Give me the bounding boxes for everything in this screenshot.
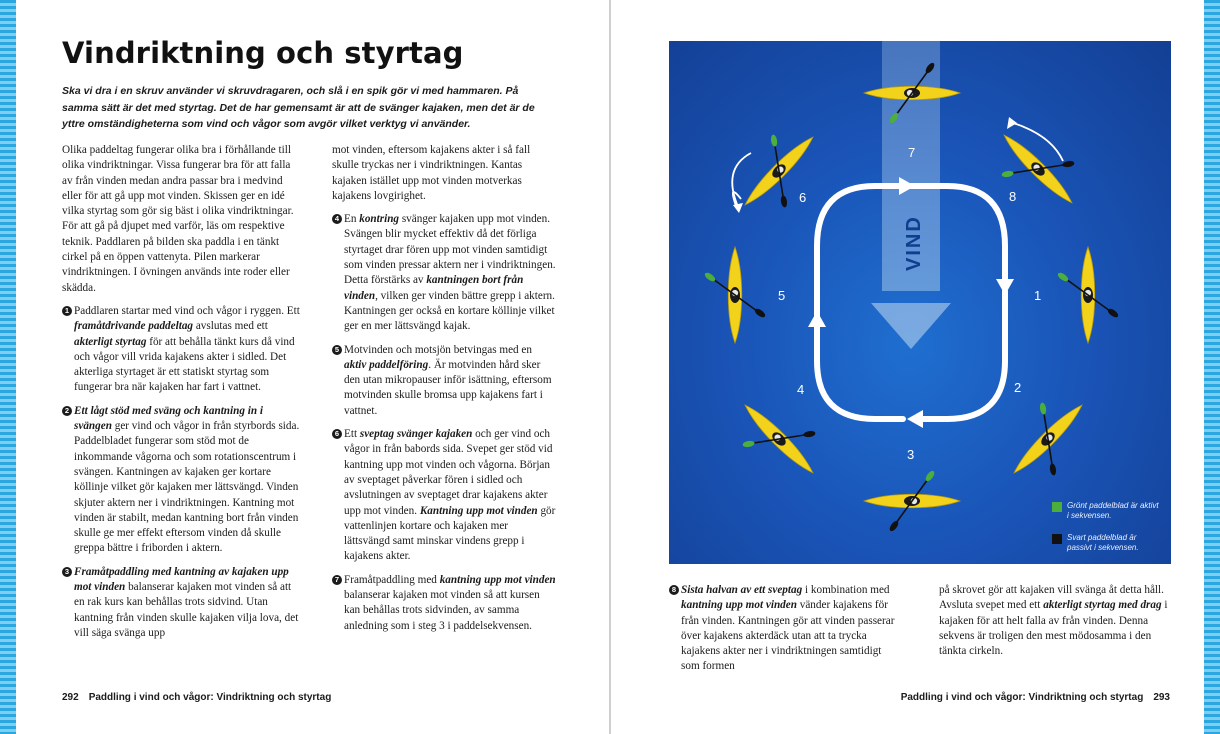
step-7: 7 Framåtpaddling med kantning upp mot vinden balanserar kajaken mot vinden så att kursen kan behållas trots sidvinden, av samma anledning som i steg 3 i paddelsekvensen. <box>332 573 556 634</box>
diagram-svg <box>669 41 1171 564</box>
step-number-icon: 5 <box>332 345 342 355</box>
step-8-continued: på skrovet gör att kajaken vill svänga åt detta håll. Avsluta svepet med ett akterligt styrtag med drag i kajaken för att helt falla av från vinden. Denna sekvens är troligen den mest mödosamma i den tänkta cirkeln. <box>939 584 1168 658</box>
wind-direction-diagram <box>669 41 1171 564</box>
right-page <box>611 0 1204 734</box>
page-number: 292 <box>62 692 79 703</box>
text-column-1 <box>62 143 302 649</box>
kayak-2 <box>992 383 1105 496</box>
text-column-4 <box>939 583 1171 659</box>
arrow-head-icon <box>996 279 1014 295</box>
kayak-4 <box>723 383 836 496</box>
arrow-head-icon <box>1007 117 1017 129</box>
step-8: 8 Sista halvan av ett sveptag i kombination med kantning upp mot vinden vänder kajakens för från vinden. Kantningen gör att vinden passerar över kajakens akterdäck utan att ta trycka kajakens akter ner i vindriktningen samtidigt som formen <box>669 583 899 675</box>
position-label-1: 1 <box>1034 288 1042 303</box>
wind-arrow-icon <box>871 303 951 349</box>
left-footer <box>62 692 331 703</box>
step-number-icon: 3 <box>62 567 72 577</box>
step-number-icon: 2 <box>62 406 72 416</box>
step-5: 5 Motvinden och motsjön betvingas med en aktiv paddelföring. Är motvinden hård sker den utan mikropauser inför isättning, eftersom motvinden skulle bromsa upp kajakens fart i vattnet. <box>332 343 556 419</box>
step-number-icon: 4 <box>332 214 342 224</box>
position-label-2: 2 <box>1014 380 1022 395</box>
right-footer <box>901 692 1170 703</box>
legend-black-swatch <box>1052 534 1062 544</box>
position-label-8: 8 <box>1009 189 1017 204</box>
step-number-icon: 7 <box>332 575 342 585</box>
position-label-3: 3 <box>907 447 915 462</box>
kayak-3 <box>864 469 960 532</box>
kayak-5 <box>703 247 766 343</box>
position-label-6: 6 <box>799 190 807 205</box>
lead-paragraph: Ska vi dra i en skruv använder vi skruvdragaren, och slå i en spik gör vi med hammaren. På samma sätt är det med styrtag. Det de har gemensamt är att de svänger kajaken, men det är de yttre omständigheterna som vind och vågor som avgör vilket verktyg vi använder. <box>62 85 535 130</box>
arrow-head-icon <box>907 410 923 428</box>
text-column-2 <box>332 143 556 642</box>
step-6: 6 Ett sveptag svänger kajaken och ger vind och vågor in från babords sida. Svepet ger stöd vid kantning upp mot vinden och vågorna. Början av sveptaget påverkar fören i sidled och avslutningen av sveptaget drar kajakens akter upp mot vinden. Kantning upp mot vinden gör vattenlinjen kortare och kajaken mer lättsvängd samt minskar vindens grepp i kajakens akter. <box>332 427 556 565</box>
step-1: 1 Paddlaren startar med vind och vågor i ryggen. Ett framåtdrivande paddeltag avslutas med ett akterligt styrtag för att behålla tänkt kurs då vind och vågor vill vrida kajakens akter i sidled. Det akterliga styrtaget är ett statiskt styrtag som fungerar bra när kajaken har fart i vattnet. <box>62 304 302 396</box>
running-footer: Paddling i vind och vågor: Vindriktning och styrtag <box>900 692 1144 703</box>
position-label-7: 7 <box>908 145 916 160</box>
step-number-icon: 6 <box>332 429 342 439</box>
running-footer: Paddling i vind och vågor: Vindriktning och styrtag <box>88 692 332 703</box>
page-number: 293 <box>1153 692 1170 703</box>
right-edge-stripes <box>1204 0 1220 734</box>
legend-black-text: Svart paddelblad är passivt i sekvensen. <box>1067 533 1139 552</box>
legend-green-text: Grönt paddelblad är aktivt i sekvensen. <box>1067 501 1159 520</box>
step-number-icon: 1 <box>62 306 72 316</box>
left-edge-stripes <box>0 0 16 734</box>
arrow-head-icon <box>733 203 743 213</box>
page-title: Vindriktning och styrtag <box>62 36 464 70</box>
kayak-1 <box>1056 247 1119 343</box>
step-3: 3 Framåtpaddling med kantning av kajaken upp mot vinden balanserar kajaken mot vinden så att en rak kurs kan behållas trots sidvind. Utan kantning från vinden skulle kajaken vilja lova, det vill säga svänga upp <box>62 565 302 641</box>
step-number-icon: 8 <box>669 585 679 595</box>
left-page <box>16 0 609 734</box>
step-3-continued: mot vinden, eftersom kajakens akter i så fall skulle tryckas ner i vindriktningen. Kantas kajaken istället upp mot vinden motverkas kajakens lovgirighet. <box>332 144 531 202</box>
text-column-3 <box>669 583 899 675</box>
wind-label: VIND <box>903 215 925 271</box>
position-label-4: 4 <box>797 382 805 397</box>
step-4: 4 En kontring svänger kajaken upp mot vinden. Svängen blir mycket effektiv då det förliga styrtaget drar fören upp mot vinden samtidigt som vinden pressar aktern ner i vindriktningen. Detta förstärks av kantningen bort från vinden, vilken ger vinden bättre grepp i aktern. Kantningen ger också en kortare köllinje vilket ger en mer lättsvängd kajak. <box>332 212 556 334</box>
intro-paragraph: Olika paddeltag fungerar olika bra i förhållande till olika vindriktningar. Vissa fungerar bra för att falla av från vinden medan andra passar bra i medvind eller för att gå upp mot vinden. Skissen ger en idé vilka styrtag som gör sig bäst i olika vindriktningar. För att gå på djupet med varför, läs om respektive teknik. Paddlaren på bilden ska paddla i en tänkt cirkel på en öppen vattenyta. Pilen markerar vindriktningen. I övningen används inte roder eller skädda. <box>62 144 294 294</box>
position-label-5: 5 <box>778 288 786 303</box>
step-2: 2 Ett lågt stöd med sväng och kantning in i svängen ger vind och vågor in från styrbords sida. Paddelbladet fungerar som stöd mot de inkommande vågorna och som rotationscentrum i svängen. Kantningen av kajaken ger kortare köllinje vilket gör kajaken mer lättsvängd. Vinden skjuter aktern ner i vindriktningen. Kantning mot vinden är stabilt, medan kantning bort från vinden skulle ge mer effekt eftersom vinden då skulle greppa bättre i friborden i aktern. <box>62 404 302 557</box>
legend-green-swatch <box>1052 502 1062 512</box>
arrow-head-icon <box>808 311 826 327</box>
